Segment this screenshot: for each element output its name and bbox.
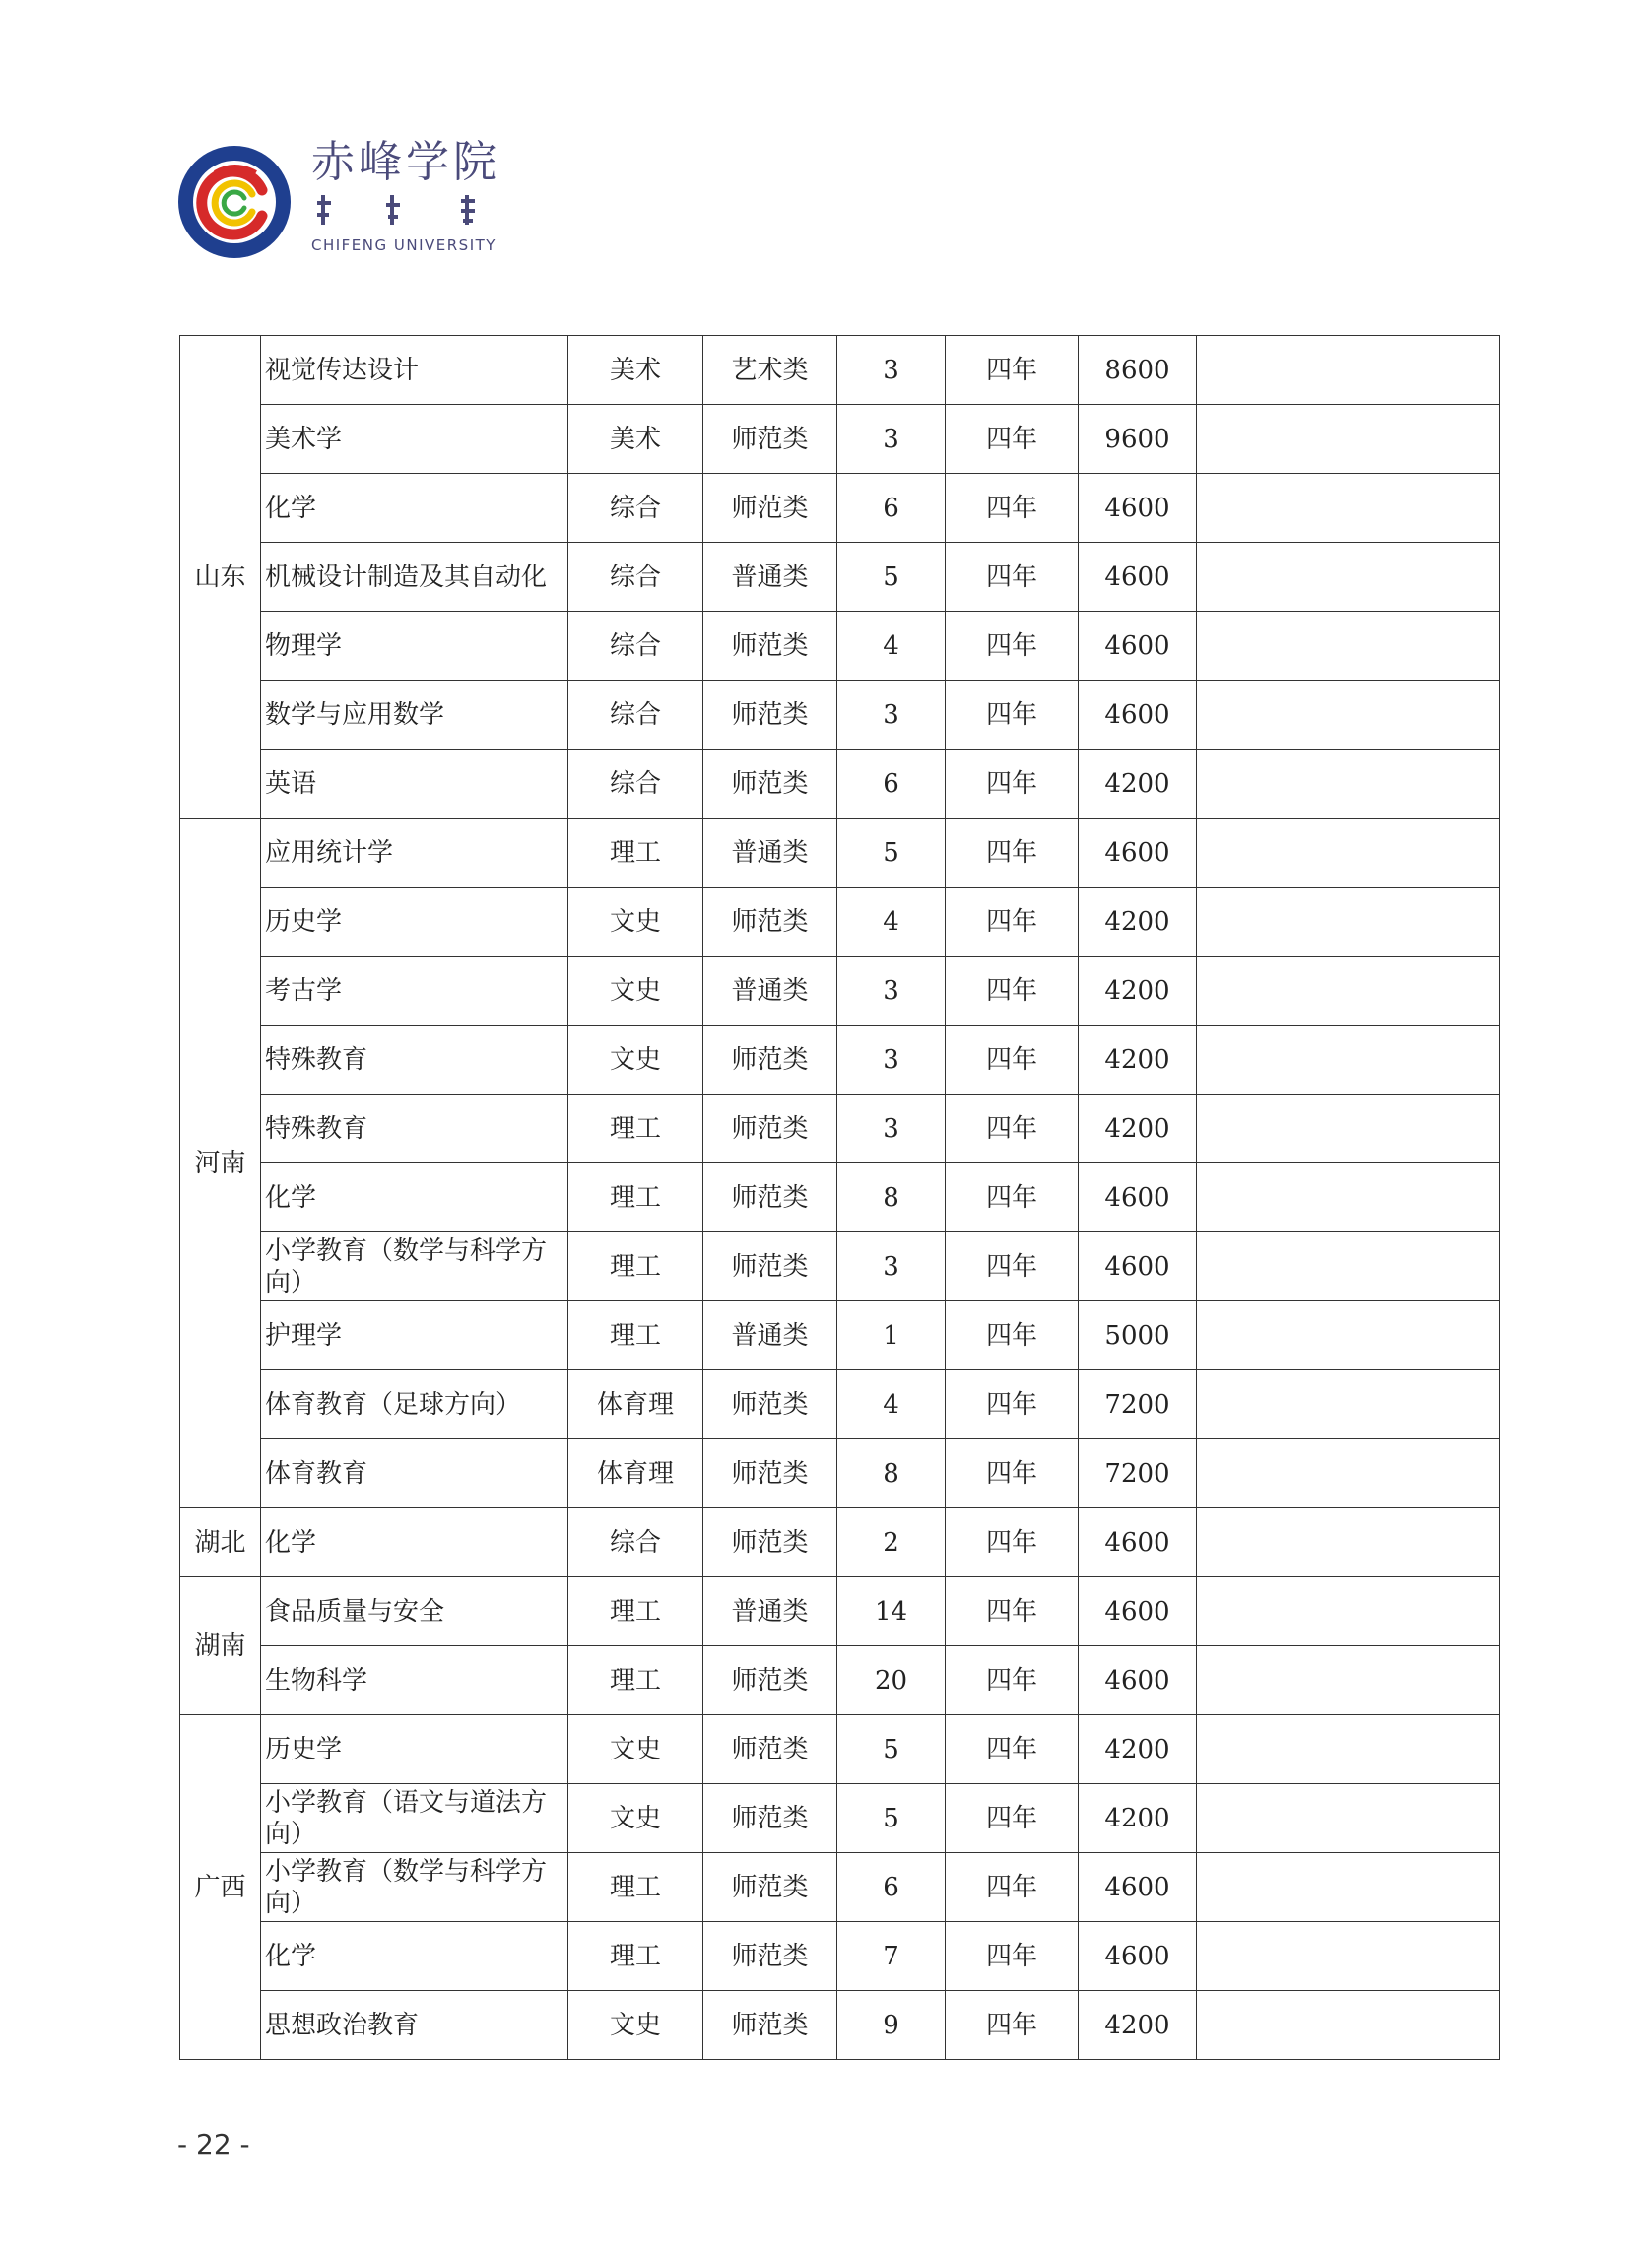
category-cell: 师范类: [703, 1439, 837, 1508]
major-cell: 思想政治教育: [261, 1991, 568, 2060]
duration-cell: 四年: [946, 1853, 1079, 1922]
major-cell: 小学教育（语文与道法方向）: [261, 1784, 568, 1853]
table-row: [180, 1163, 1500, 1232]
remark-cell: [1197, 1163, 1500, 1232]
category-cell: 艺术类: [703, 336, 837, 405]
table-row: [180, 1784, 1500, 1853]
quota-cell: 5: [837, 1784, 946, 1853]
duration-cell: 四年: [946, 543, 1079, 612]
subject-cell: 理工: [568, 1232, 703, 1301]
remark-cell: [1197, 1439, 1500, 1508]
remark-cell: [1197, 1370, 1500, 1439]
duration-cell: 四年: [946, 1508, 1079, 1577]
subject-cell: 综合: [568, 1508, 703, 1577]
category-cell: 师范类: [703, 1784, 837, 1853]
tuition-cell: 4200: [1079, 750, 1197, 819]
duration-cell: 四年: [946, 957, 1079, 1026]
duration-cell: 四年: [946, 1370, 1079, 1439]
tuition-cell: 4600: [1079, 819, 1197, 888]
major-cell: 视觉传达设计: [261, 336, 568, 405]
major-cell: 小学教育（数学与科学方向）: [261, 1232, 568, 1301]
duration-cell: 四年: [946, 612, 1079, 681]
subject-cell: 综合: [568, 612, 703, 681]
major-cell: 历史学: [261, 888, 568, 957]
university-emblem-icon: [175, 143, 294, 261]
quota-cell: 3: [837, 957, 946, 1026]
duration-cell: 四年: [946, 1922, 1079, 1991]
remark-cell: [1197, 1508, 1500, 1577]
subject-cell: 体育理: [568, 1370, 703, 1439]
admission-plan-table: [179, 335, 1500, 2060]
subject-cell: 文史: [568, 888, 703, 957]
category-cell: 师范类: [703, 612, 837, 681]
province-cell: 湖北: [180, 1508, 261, 1577]
category-cell: 师范类: [703, 1163, 837, 1232]
major-cell: 生物科学: [261, 1646, 568, 1715]
major-cell: 数学与应用数学: [261, 681, 568, 750]
duration-cell: 四年: [946, 681, 1079, 750]
mongolian-script-mark: [311, 193, 489, 227]
major-cell: 化学: [261, 1163, 568, 1232]
subject-cell: 理工: [568, 819, 703, 888]
quota-cell: 3: [837, 681, 946, 750]
duration-cell: 四年: [946, 1577, 1079, 1646]
category-cell: 师范类: [703, 1991, 837, 2060]
quota-cell: 1: [837, 1301, 946, 1370]
remark-cell: [1197, 819, 1500, 888]
tuition-cell: 4200: [1079, 1784, 1197, 1853]
province-cell: 湖南: [180, 1577, 261, 1715]
subject-cell: 理工: [568, 1163, 703, 1232]
quota-cell: 6: [837, 750, 946, 819]
tuition-cell: 4200: [1079, 1095, 1197, 1163]
subject-cell: 综合: [568, 750, 703, 819]
logo-chinese-name: 赤峰学院: [311, 137, 500, 187]
table-row: [180, 1715, 1500, 1784]
duration-cell: 四年: [946, 1026, 1079, 1095]
quota-cell: 6: [837, 474, 946, 543]
category-cell: 师范类: [703, 1646, 837, 1715]
category-cell: 师范类: [703, 1922, 837, 1991]
duration-cell: 四年: [946, 1095, 1079, 1163]
subject-cell: 文史: [568, 1026, 703, 1095]
subject-cell: 文史: [568, 1715, 703, 1784]
remark-cell: [1197, 336, 1500, 405]
duration-cell: 四年: [946, 336, 1079, 405]
table-row: [180, 681, 1500, 750]
major-cell: 机械设计制造及其自动化: [261, 543, 568, 612]
duration-cell: 四年: [946, 1991, 1079, 2060]
table-row: [180, 888, 1500, 957]
quota-cell: 5: [837, 819, 946, 888]
quota-cell: 20: [837, 1646, 946, 1715]
table-row: [180, 612, 1500, 681]
duration-cell: 四年: [946, 1163, 1079, 1232]
remark-cell: [1197, 750, 1500, 819]
remark-cell: [1197, 1646, 1500, 1715]
subject-cell: 理工: [568, 1853, 703, 1922]
table-row: [180, 1095, 1500, 1163]
remark-cell: [1197, 1991, 1500, 2060]
tuition-cell: 4600: [1079, 1163, 1197, 1232]
category-cell: 师范类: [703, 1232, 837, 1301]
tuition-cell: 4200: [1079, 1715, 1197, 1784]
subject-cell: 综合: [568, 474, 703, 543]
table-row: [180, 1991, 1500, 2060]
table-row: [180, 750, 1500, 819]
category-cell: 普通类: [703, 957, 837, 1026]
remark-cell: [1197, 1715, 1500, 1784]
tuition-cell: 4200: [1079, 957, 1197, 1026]
remark-cell: [1197, 1095, 1500, 1163]
major-cell: 化学: [261, 1922, 568, 1991]
tuition-cell: 4600: [1079, 1232, 1197, 1301]
major-cell: 体育教育: [261, 1439, 568, 1508]
province-cell: 广西: [180, 1715, 261, 2060]
category-cell: 普通类: [703, 819, 837, 888]
quota-cell: 7: [837, 1922, 946, 1991]
subject-cell: 文史: [568, 1991, 703, 2060]
subject-cell: 理工: [568, 1577, 703, 1646]
subject-cell: 理工: [568, 1922, 703, 1991]
category-cell: 普通类: [703, 1301, 837, 1370]
tuition-cell: 7200: [1079, 1439, 1197, 1508]
tuition-cell: 8600: [1079, 336, 1197, 405]
quota-cell: 3: [837, 1026, 946, 1095]
quota-cell: 4: [837, 612, 946, 681]
tuition-cell: 4200: [1079, 1991, 1197, 2060]
category-cell: 普通类: [703, 1577, 837, 1646]
remark-cell: [1197, 957, 1500, 1026]
category-cell: 师范类: [703, 750, 837, 819]
quota-cell: 5: [837, 1715, 946, 1784]
duration-cell: 四年: [946, 750, 1079, 819]
remark-cell: [1197, 1232, 1500, 1301]
duration-cell: 四年: [946, 1301, 1079, 1370]
university-logo: [175, 138, 510, 266]
quota-cell: 2: [837, 1508, 946, 1577]
major-cell: 化学: [261, 1508, 568, 1577]
remark-cell: [1197, 888, 1500, 957]
table-row: [180, 1232, 1500, 1301]
quota-cell: 8: [837, 1439, 946, 1508]
tuition-cell: 5000: [1079, 1301, 1197, 1370]
remark-cell: [1197, 543, 1500, 612]
quota-cell: 3: [837, 336, 946, 405]
table-row: [180, 1508, 1500, 1577]
duration-cell: 四年: [946, 819, 1079, 888]
province-cell: 河南: [180, 819, 261, 1508]
table-row: [180, 1646, 1500, 1715]
category-cell: 师范类: [703, 405, 837, 474]
tuition-cell: 4600: [1079, 612, 1197, 681]
subject-cell: 理工: [568, 1646, 703, 1715]
tuition-cell: 4600: [1079, 1922, 1197, 1991]
subject-cell: 理工: [568, 1301, 703, 1370]
tuition-cell: 4600: [1079, 1646, 1197, 1715]
subject-cell: 文史: [568, 1784, 703, 1853]
tuition-cell: 7200: [1079, 1370, 1197, 1439]
duration-cell: 四年: [946, 888, 1079, 957]
subject-cell: 美术: [568, 336, 703, 405]
major-cell: 护理学: [261, 1301, 568, 1370]
quota-cell: 6: [837, 1853, 946, 1922]
duration-cell: 四年: [946, 405, 1079, 474]
table-row: [180, 1370, 1500, 1439]
quota-cell: 5: [837, 543, 946, 612]
quota-cell: 4: [837, 888, 946, 957]
category-cell: 师范类: [703, 1508, 837, 1577]
subject-cell: 理工: [568, 1095, 703, 1163]
duration-cell: 四年: [946, 1715, 1079, 1784]
category-cell: 师范类: [703, 474, 837, 543]
major-cell: 英语: [261, 750, 568, 819]
tuition-cell: 4200: [1079, 1026, 1197, 1095]
category-cell: 师范类: [703, 1853, 837, 1922]
major-cell: 特殊教育: [261, 1026, 568, 1095]
table-row: [180, 1439, 1500, 1508]
tuition-cell: 4600: [1079, 543, 1197, 612]
table-row: [180, 336, 1500, 405]
major-cell: 体育教育（足球方向）: [261, 1370, 568, 1439]
category-cell: 师范类: [703, 1026, 837, 1095]
tuition-cell: 4600: [1079, 1508, 1197, 1577]
quota-cell: 8: [837, 1163, 946, 1232]
duration-cell: 四年: [946, 1646, 1079, 1715]
major-cell: 小学教育（数学与科学方向）: [261, 1853, 568, 1922]
remark-cell: [1197, 405, 1500, 474]
table-row: [180, 1922, 1500, 1991]
major-cell: 食品质量与安全: [261, 1577, 568, 1646]
tuition-cell: 9600: [1079, 405, 1197, 474]
tuition-cell: 4200: [1079, 888, 1197, 957]
subject-cell: 美术: [568, 405, 703, 474]
table-row: [180, 957, 1500, 1026]
table-body: [180, 336, 1500, 2060]
province-cell: 山东: [180, 336, 261, 819]
major-cell: 历史学: [261, 1715, 568, 1784]
category-cell: 师范类: [703, 888, 837, 957]
logo-wordmark: [311, 137, 500, 254]
major-cell: 物理学: [261, 612, 568, 681]
duration-cell: 四年: [946, 1232, 1079, 1301]
tuition-cell: 4600: [1079, 1853, 1197, 1922]
page-number: - 22 -: [177, 2128, 250, 2160]
quota-cell: 3: [837, 405, 946, 474]
quota-cell: 9: [837, 1991, 946, 2060]
subject-cell: 综合: [568, 543, 703, 612]
quota-cell: 14: [837, 1577, 946, 1646]
table-row: [180, 405, 1500, 474]
remark-cell: [1197, 1784, 1500, 1853]
major-cell: 化学: [261, 474, 568, 543]
category-cell: 师范类: [703, 1715, 837, 1784]
tuition-cell: 4600: [1079, 1577, 1197, 1646]
remark-cell: [1197, 612, 1500, 681]
table-row: [180, 543, 1500, 612]
subject-cell: 体育理: [568, 1439, 703, 1508]
quota-cell: 3: [837, 1095, 946, 1163]
remark-cell: [1197, 474, 1500, 543]
remark-cell: [1197, 1301, 1500, 1370]
category-cell: 师范类: [703, 681, 837, 750]
table-row: [180, 1577, 1500, 1646]
category-cell: 师范类: [703, 1095, 837, 1163]
table-row: [180, 1301, 1500, 1370]
table-row: [180, 1026, 1500, 1095]
subject-cell: 综合: [568, 681, 703, 750]
remark-cell: [1197, 1922, 1500, 1991]
major-cell: 应用统计学: [261, 819, 568, 888]
duration-cell: 四年: [946, 474, 1079, 543]
tuition-cell: 4600: [1079, 474, 1197, 543]
remark-cell: [1197, 681, 1500, 750]
table-row: [180, 474, 1500, 543]
quota-cell: 3: [837, 1232, 946, 1301]
category-cell: 师范类: [703, 1370, 837, 1439]
tuition-cell: 4600: [1079, 681, 1197, 750]
subject-cell: 文史: [568, 957, 703, 1026]
table-row: [180, 819, 1500, 888]
remark-cell: [1197, 1026, 1500, 1095]
logo-english-name: CHIFENG UNIVERSITY: [311, 236, 496, 254]
duration-cell: 四年: [946, 1439, 1079, 1508]
major-cell: 特殊教育: [261, 1095, 568, 1163]
remark-cell: [1197, 1853, 1500, 1922]
major-cell: 考古学: [261, 957, 568, 1026]
duration-cell: 四年: [946, 1784, 1079, 1853]
table-row: [180, 1853, 1500, 1922]
quota-cell: 4: [837, 1370, 946, 1439]
remark-cell: [1197, 1577, 1500, 1646]
category-cell: 普通类: [703, 543, 837, 612]
major-cell: 美术学: [261, 405, 568, 474]
